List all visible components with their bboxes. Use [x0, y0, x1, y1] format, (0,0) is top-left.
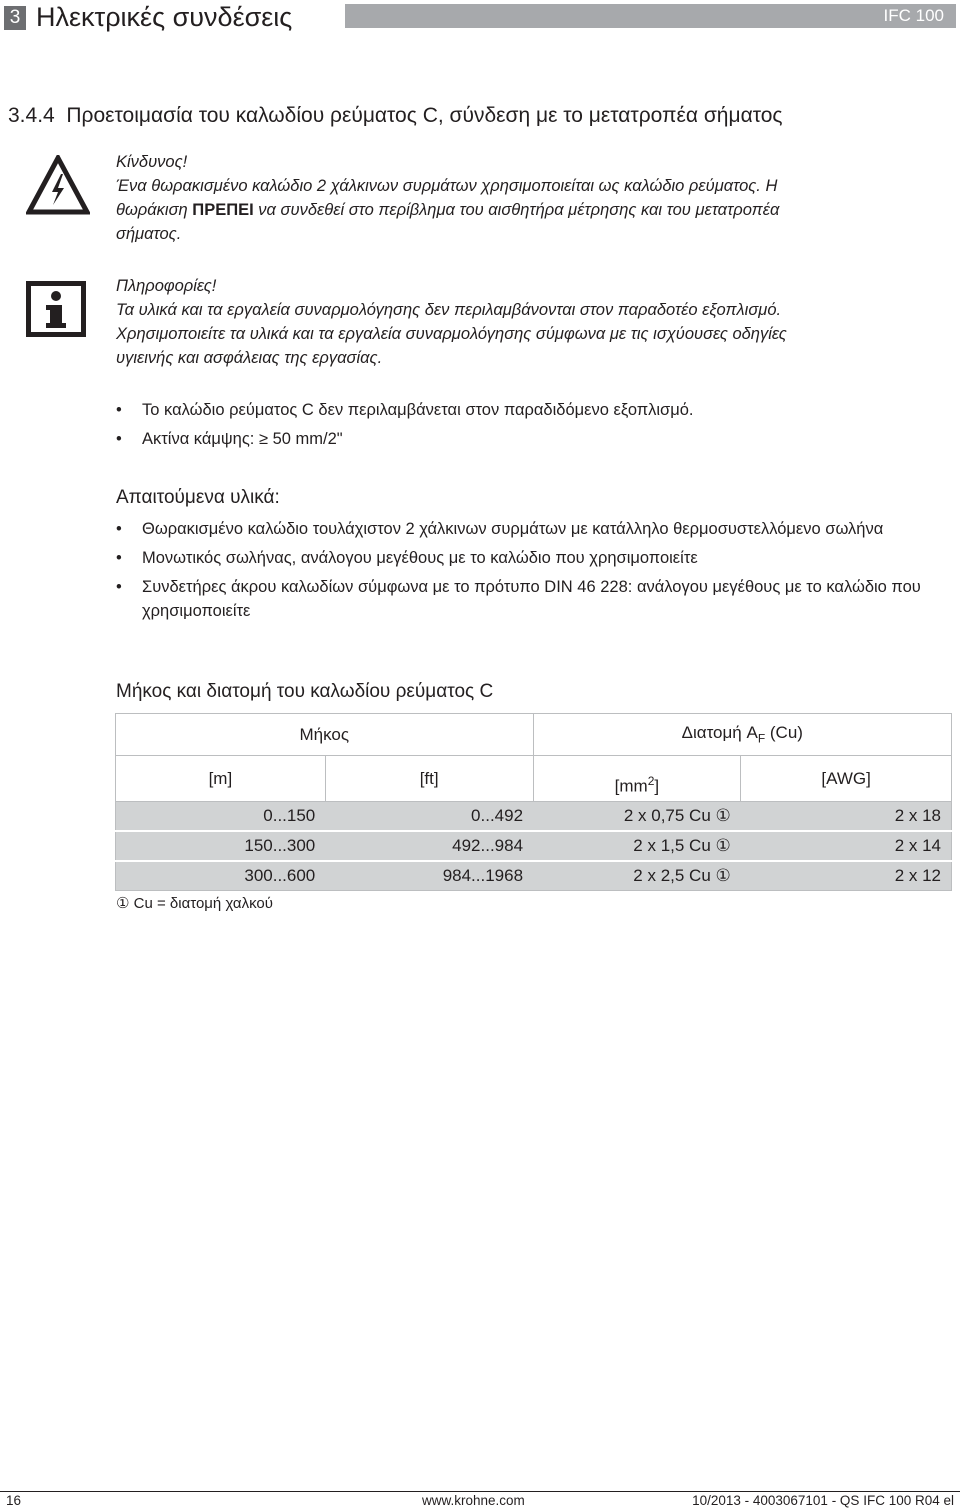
danger-heading: Κίνδυνος!: [116, 153, 188, 171]
cell-mm2: 2 x 0,75 Cu ①: [533, 802, 741, 832]
section-title: 3.4.4 Προετοιμασία του καλωδίου ρεύματος C, σύνδεση με το μετατροπέα σήματος: [8, 104, 783, 127]
materials-list: [116, 517, 936, 623]
danger-text: να συνδεθεί στο περίβλημα του αισθητήρα μέτρησης και του μετατροπέα: [253, 201, 780, 219]
danger-emphasis: ΠΡΕΠΕΙ: [192, 201, 254, 219]
info-heading: Πληροφορίες!: [116, 277, 217, 295]
footer-website: www.krohne.com: [422, 1493, 525, 1508]
cell-awg: 2 x 14: [741, 831, 952, 861]
section-group-header: [533, 714, 951, 756]
table-row: [116, 802, 952, 832]
table-group-header-row: [116, 714, 952, 756]
cell-awg: 2 x 18: [741, 802, 952, 832]
danger-text-line: σήματος.: [116, 225, 182, 243]
notes-list: [116, 398, 956, 451]
col-header-text: [mm: [614, 777, 648, 796]
chapter-title: Ηλεκτρικές συνδέσεις: [36, 2, 293, 32]
list-item: • Το καλώδιο ρεύματος C δεν περιλαμβάνεται στον παραδιδόμενο εξοπλισμό.: [116, 398, 956, 422]
list-item: • Συνδετήρες άκρου καλωδίων σύμφωνα με το πρότυπο DIN 46 228: ανάλογου μεγέθους με το καλώδιο που χρησιμοποιείτε: [116, 575, 936, 623]
cell-m: 0...150: [116, 802, 326, 832]
col-header-awg: [AWG]: [741, 756, 952, 802]
electrical-hazard-warning-icon: [26, 155, 90, 215]
info-text-line: υγιεινής και ασφάλειας της εργασίας.: [116, 349, 383, 367]
cable-table: [115, 713, 952, 891]
col-header-superscript: 2: [647, 774, 655, 789]
length-group-header: Μήκος: [116, 714, 534, 756]
cell-ft: 984...1968: [325, 861, 533, 891]
list-item: • Μονωτικός σωλήνας, ανάλογου μεγέθους με το καλώδιο που χρησιμοποιείτε: [116, 546, 936, 570]
cell-awg: 2 x 12: [741, 861, 952, 891]
cell-m: 300...600: [116, 861, 326, 891]
col-header-m: [m]: [116, 756, 326, 802]
cell-m: 150...300: [116, 831, 326, 861]
info-text-line: Τα υλικά και τα εργαλεία συναρμολόγησης δεν περιλαμβάνονται στον παραδοτέο εξοπλισμό.: [116, 301, 782, 319]
col-header-mm2: [533, 756, 741, 802]
table-unit-header-row: [116, 756, 952, 802]
section-header-subscript: F: [757, 731, 766, 746]
info-text-line: Χρησιμοποιείτε τα υλικά και τα εργαλεία συναρμολόγησης σύμφωνα με τις ισχύουσες οδηγίες: [116, 325, 787, 343]
danger-text: θωράκιση: [116, 201, 193, 219]
info-note: [116, 274, 916, 370]
table-row: [116, 861, 952, 891]
product-name: IFC 100: [883, 6, 944, 25]
col-header-text: ]: [654, 777, 660, 796]
cell-ft: 492...984: [325, 831, 533, 861]
table-row: [116, 831, 952, 861]
footer-doc-ref: 10/2013 - 4003067101 - QS IFC 100 R04 el: [692, 1493, 954, 1508]
danger-note: [116, 150, 916, 246]
table-title: Μήκος και διατομή του καλωδίου ρεύματος C: [116, 681, 494, 702]
section-header-text: (Cu): [765, 723, 803, 743]
chapter-number-badge: 3: [4, 6, 26, 30]
footer-divider: [0, 1491, 960, 1492]
danger-text-line: [116, 198, 916, 222]
section-header-text: Διατομή A: [681, 723, 758, 743]
cell-mm2: 2 x 1,5 Cu ①: [533, 831, 741, 861]
page-number: 16: [6, 1493, 22, 1508]
header-bar: [345, 4, 956, 28]
materials-heading: Απαιτούμενα υλικά:: [116, 487, 280, 508]
cell-ft: 0...492: [325, 802, 533, 832]
danger-text-line: Ένα θωρακισμένο καλώδιο 2 χάλκινων συρμάτων χρησιμοποιείται ως καλώδιο ρεύματος. Η: [116, 177, 778, 195]
cell-mm2: 2 x 2,5 Cu ①: [533, 861, 741, 891]
list-item: • Ακτίνα κάμψης: ≥ 50 mm/2": [116, 427, 956, 451]
information-icon: [26, 281, 86, 337]
table-footnote: ① Cu = διατομή χαλκού: [116, 895, 273, 912]
list-item: • Θωρακισμένο καλώδιο τουλάχιστον 2 χάλκινων συρμάτων με κατάλληλο θερμοσυστελλόμενο σωλήνα: [116, 517, 936, 541]
col-header-ft: [ft]: [325, 756, 533, 802]
